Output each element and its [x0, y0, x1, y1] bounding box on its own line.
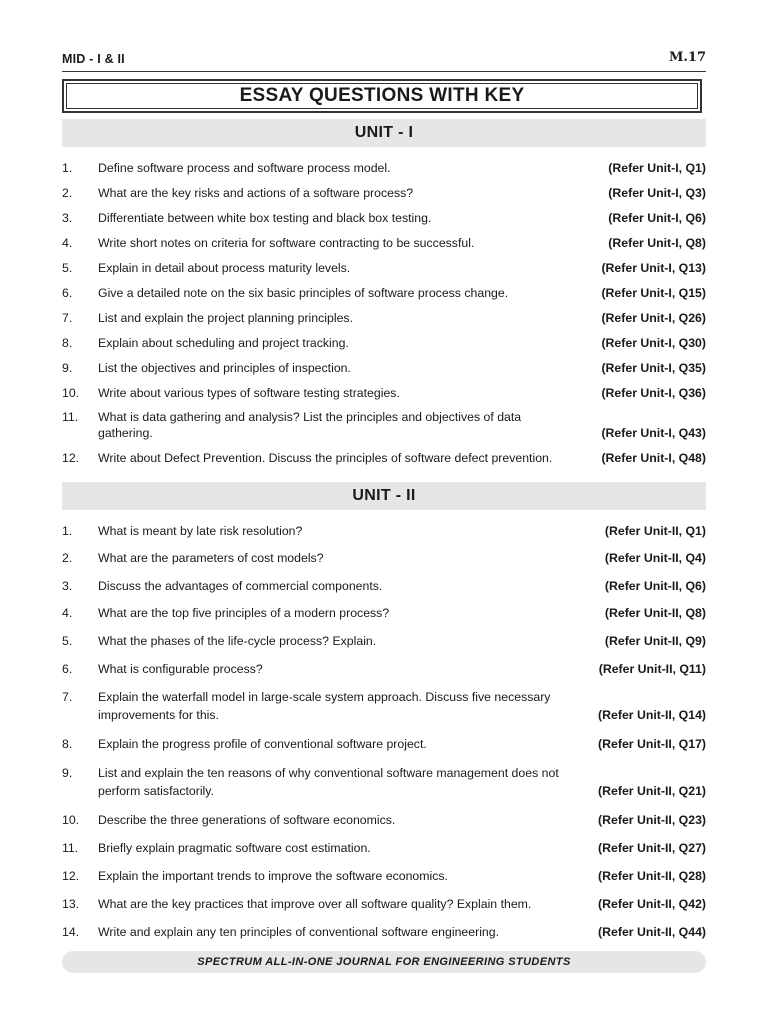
- question-reference: (Refer Unit-I, Q8): [608, 236, 706, 250]
- question-text: Explain the important trends to improve the software economics.: [98, 869, 448, 883]
- question-reference: (Refer Unit-I, Q3): [608, 186, 706, 200]
- question-number: 6.: [62, 286, 73, 300]
- question-number: 2.: [62, 551, 73, 565]
- question-number: 12.: [62, 869, 80, 883]
- question-text: Describe the three generations of software economics.: [98, 813, 396, 827]
- question-row: [62, 210, 706, 226]
- question-row: [62, 924, 706, 940]
- question-text: Explain the progress profile of conventional software project.: [98, 737, 427, 751]
- page-title: ESSAY QUESTIONS WITH KEY: [239, 85, 525, 106]
- question-number: 9.: [62, 766, 73, 780]
- question-text: What is configurable process?: [98, 662, 263, 676]
- page-number: M.17: [668, 50, 706, 65]
- question-reference: (Refer Unit-II, Q4): [604, 551, 706, 565]
- question-reference: (Refer Unit-II, Q14): [598, 708, 706, 722]
- header-exam-label: MID - I & II: [62, 52, 125, 66]
- question-text: What is meant by late risk resolution?: [98, 524, 303, 538]
- question-row: [62, 661, 706, 677]
- question-row: [62, 160, 706, 176]
- question-text: Write about Defect Prevention. Discuss the principles of software defect prevention.: [98, 451, 553, 465]
- question-number: 5.: [62, 634, 73, 648]
- question-reference: (Refer Unit-I, Q48): [601, 451, 706, 465]
- question-text: Define software process and software process model.: [98, 161, 391, 175]
- question-row: [62, 310, 706, 326]
- question-reference: (Refer Unit-I, Q43): [601, 426, 706, 440]
- title-frame: [62, 79, 702, 113]
- question-row: [62, 285, 706, 301]
- question-number: 10.: [62, 386, 80, 400]
- question-number: 10.: [62, 813, 80, 827]
- question-number: 5.: [62, 261, 73, 275]
- question-number: 13.: [62, 897, 80, 911]
- question-row: [62, 578, 706, 594]
- question-row: [62, 840, 706, 856]
- question-text: List and explain the ten reasons of why conventional software management does not perform satisfactorily.: [98, 766, 559, 798]
- question-reference: (Refer Unit-II, Q9): [604, 634, 706, 648]
- question-number: 6.: [62, 662, 73, 676]
- question-number: 8.: [62, 336, 73, 350]
- question-text: Explain in detail about process maturity levels.: [98, 261, 351, 275]
- question-text: What are the top five principles of a modern process?: [98, 606, 390, 620]
- question-text: What are the key risks and actions of a software process?: [98, 186, 414, 200]
- question-text: Explain the waterfall model in large-scale system approach. Discuss five necessary improvements for this.: [98, 690, 551, 722]
- question-reference: (Refer Unit-I, Q26): [601, 311, 706, 325]
- question-reference: (Refer Unit-I, Q36): [601, 386, 706, 400]
- question-number: 9.: [62, 361, 73, 375]
- question-row: [62, 688, 706, 724]
- question-reference: (Refer Unit-II, Q28): [598, 869, 706, 883]
- question-number: 11.: [62, 410, 79, 424]
- footer-band: [62, 951, 706, 973]
- question-text: Differentiate between white box testing and black box testing.: [98, 211, 432, 225]
- question-row: [62, 450, 706, 466]
- question-row: [62, 185, 706, 201]
- question-reference: (Refer Unit-II, Q6): [604, 579, 706, 593]
- question-number: 4.: [62, 606, 73, 620]
- page: [62, 0, 706, 1024]
- question-text: List and explain the project planning principles.: [98, 311, 353, 325]
- question-text: List the objectives and principles of inspection.: [98, 361, 351, 375]
- question-row: [62, 605, 706, 621]
- question-row: [62, 260, 706, 276]
- question-reference: (Refer Unit-II, Q27): [598, 841, 706, 855]
- question-row: [62, 736, 706, 752]
- question-number: 11.: [62, 841, 79, 855]
- question-text: Write and explain any ten principles of conventional software engineering.: [98, 925, 500, 939]
- question-number: 8.: [62, 737, 73, 751]
- question-number: 3.: [62, 579, 73, 593]
- question-row: [62, 335, 706, 351]
- question-number: 3.: [62, 211, 73, 225]
- question-row: [62, 868, 706, 884]
- question-reference: (Refer Unit-I, Q6): [608, 211, 706, 225]
- question-row: [62, 409, 706, 441]
- question-row: [62, 385, 706, 401]
- question-reference: (Refer Unit-II, Q42): [598, 897, 706, 911]
- question-text: Write about various types of software testing strategies.: [98, 386, 400, 400]
- question-row: [62, 896, 706, 912]
- question-reference: (Refer Unit-I, Q15): [601, 286, 706, 300]
- question-reference: (Refer Unit-I, Q30): [601, 336, 706, 350]
- question-reference: (Refer Unit-II, Q21): [598, 784, 706, 798]
- question-row: [62, 523, 706, 539]
- question-text: Give a detailed note on the six basic principles of software process change.: [98, 286, 509, 300]
- question-text: Briefly explain pragmatic software cost estimation.: [98, 841, 371, 855]
- unit-2-heading-band: [62, 482, 706, 510]
- question-row: [62, 633, 706, 649]
- question-reference: (Refer Unit-I, Q13): [601, 261, 706, 275]
- question-number: 2.: [62, 186, 73, 200]
- question-reference: (Refer Unit-II, Q8): [604, 606, 706, 620]
- unit-1-heading-band: [62, 119, 706, 147]
- question-reference: (Refer Unit-I, Q35): [601, 361, 706, 375]
- question-reference: (Refer Unit-II, Q23): [598, 813, 706, 827]
- question-text: What is data gathering and analysis? List the principles and objectives of data gathering.: [98, 410, 522, 440]
- unit-2-heading: UNIT - II: [352, 487, 416, 504]
- question-text: What are the parameters of cost models?: [98, 551, 324, 565]
- footer-text: SPECTRUM ALL-IN-ONE JOURNAL FOR ENGINEERING STUDENTS: [197, 956, 571, 968]
- question-reference: (Refer Unit-I, Q1): [608, 161, 706, 175]
- question-number: 12.: [62, 451, 80, 465]
- question-row: [62, 235, 706, 251]
- question-row: [62, 764, 706, 800]
- question-text: Discuss the advantages of commercial components.: [98, 579, 383, 593]
- question-row: [62, 550, 706, 566]
- question-reference: (Refer Unit-II, Q44): [598, 925, 706, 939]
- question-reference: (Refer Unit-II, Q17): [598, 737, 706, 751]
- question-row: [62, 360, 706, 376]
- question-reference: (Refer Unit-II, Q11): [598, 662, 706, 676]
- question-number: 1.: [62, 524, 73, 538]
- question-reference: (Refer Unit-II, Q1): [604, 524, 706, 538]
- page-header: [62, 50, 706, 66]
- question-row: [62, 812, 706, 828]
- question-number: 4.: [62, 236, 73, 250]
- question-text: What are the key practices that improve over all software quality? Explain them.: [98, 897, 532, 911]
- question-text: Explain about scheduling and project tracking.: [98, 336, 349, 350]
- question-number: 7.: [62, 311, 73, 325]
- question-text: Write short notes on criteria for software contracting to be successful.: [98, 236, 475, 250]
- question-text: What the phases of the life-cycle process? Explain.: [98, 634, 377, 648]
- question-number: 14.: [62, 925, 80, 939]
- header-divider: [62, 71, 706, 72]
- unit-1-heading: UNIT - I: [354, 124, 414, 141]
- question-number: 1.: [62, 161, 73, 175]
- question-number: 7.: [62, 690, 73, 704]
